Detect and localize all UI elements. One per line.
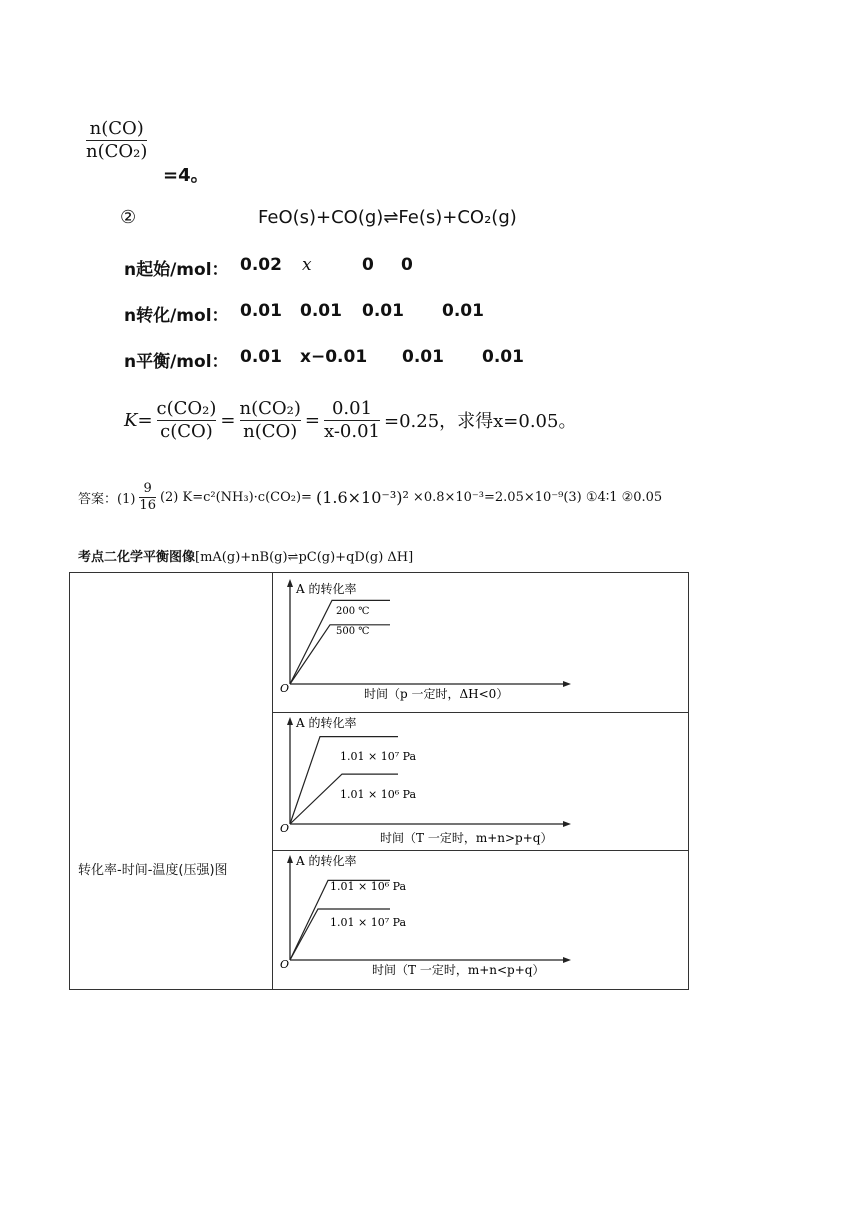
row-equil-v4: 0.01 bbox=[482, 347, 524, 367]
table-row-divider-2 bbox=[272, 850, 688, 851]
chart-2-series-label-2: 1.01 × 10⁶ Pa bbox=[340, 788, 417, 801]
chart-1-series-label-1: 200 ℃ bbox=[336, 606, 370, 617]
chart-2-caption: 时间（T 一定时，m+n>p+q） bbox=[380, 831, 553, 845]
k-fraction-1 bbox=[157, 398, 217, 442]
row-start-v4: 0 bbox=[401, 255, 413, 275]
row-equil-v1: 0.01 bbox=[240, 347, 282, 367]
ratio-expression bbox=[86, 118, 147, 162]
row-change-v1: 0.01 bbox=[240, 301, 282, 321]
circle-two: ② bbox=[120, 207, 137, 228]
section-title: 考点二化学平衡图像 bbox=[78, 550, 196, 565]
chart-2-x-arrow bbox=[563, 821, 571, 827]
k-f2-denominator: n(CO) bbox=[243, 420, 298, 442]
row-start-v2: x bbox=[302, 255, 312, 275]
k-tail: =0.25，求得x=0.05。 bbox=[383, 411, 577, 433]
k-f3-numerator: 0.01 bbox=[331, 398, 373, 419]
chart-3-caption: 时间（T 一定时，m+n<p+q） bbox=[372, 963, 545, 977]
chart-3-series-label-1: 1.01 × 10⁶ Pa bbox=[330, 880, 407, 893]
row-change-label: n转化/mol： bbox=[124, 306, 229, 326]
row-change-v4: 0.01 bbox=[442, 301, 484, 321]
k-f1-denominator: c(CO) bbox=[160, 420, 213, 442]
row-start-label: n起始/mol： bbox=[124, 260, 229, 280]
k-expression bbox=[124, 398, 576, 442]
answer-frac-num: 9 bbox=[143, 481, 152, 496]
row-start-v3: 0 bbox=[362, 255, 374, 275]
chart-2-series-label-1: 1.01 × 10⁷ Pa bbox=[340, 750, 417, 763]
table-left-label: 转化率-时间-温度(压强)图 bbox=[78, 863, 228, 878]
chart-1-origin: O bbox=[280, 682, 290, 695]
reaction-equation: FeO(s)+CO(g)⇌Fe(s)+CO₂(g) bbox=[258, 207, 517, 228]
section-reaction: [mA(g)+nB(g)⇌pC(g)+qD(g) ΔH] bbox=[195, 550, 414, 565]
k-f2-numerator: n(CO₂) bbox=[239, 398, 301, 419]
chart-3-x-arrow bbox=[563, 957, 571, 963]
table-row-divider-1 bbox=[272, 712, 688, 713]
row-equil-v2: x−0.01 bbox=[300, 347, 368, 367]
answer-fraction bbox=[139, 481, 156, 513]
row-change-v3: 0.01 bbox=[362, 301, 404, 321]
answer-line bbox=[78, 481, 662, 513]
row-equil-label: n平衡/mol： bbox=[124, 352, 229, 372]
k-eq-2: = bbox=[304, 409, 320, 431]
answer-part2b: ×0.8×10⁻³=2.05×10⁻⁹(3) ①4∶1 ②0.05 bbox=[412, 489, 663, 505]
ratio-fraction bbox=[86, 118, 147, 162]
chart-2-ylabel: A 的转化率 bbox=[296, 716, 357, 730]
chart-2-origin: O bbox=[280, 822, 290, 835]
row-equil-v3: 0.01 bbox=[402, 347, 444, 367]
chart-1-x-arrow bbox=[563, 681, 571, 687]
k-fraction-2 bbox=[240, 398, 301, 442]
answer-prefix: 答案：(1) bbox=[78, 491, 136, 507]
chart-1-ylabel: A 的转化率 bbox=[296, 582, 357, 596]
answer-power: (1.6×10⁻³)² bbox=[315, 487, 409, 507]
chart-3-origin: O bbox=[280, 958, 290, 971]
chart-1-caption: 时间（p 一定时，ΔH<0） bbox=[364, 687, 509, 701]
chart-3-series-label-2: 1.01 × 10⁷ Pa bbox=[330, 916, 407, 929]
table-column-divider bbox=[272, 572, 273, 989]
ratio-result: =4。 bbox=[163, 165, 209, 186]
k-f1-numerator: c(CO₂) bbox=[156, 398, 217, 419]
ratio-denominator: n(CO₂) bbox=[86, 140, 148, 162]
chart-1-y-arrow bbox=[287, 579, 293, 587]
k-eq-1: = bbox=[220, 409, 236, 431]
chart-1-series-label-2: 500 ℃ bbox=[336, 626, 370, 637]
row-change-v2: 0.01 bbox=[300, 301, 342, 321]
chart-3-ylabel: A 的转化率 bbox=[296, 854, 357, 868]
chart-1 bbox=[278, 576, 678, 708]
answer-frac-den: 16 bbox=[139, 497, 156, 513]
section-heading bbox=[78, 546, 413, 565]
chart-3-y-arrow bbox=[287, 855, 293, 863]
k-f3-denominator: x-0.01 bbox=[323, 420, 380, 442]
k-fraction-3 bbox=[324, 398, 380, 442]
answer-part2: (2) K=c²(NH₃)·c(CO₂)= bbox=[159, 489, 312, 505]
k-prefix: K= bbox=[124, 409, 153, 431]
chart-2-y-arrow bbox=[287, 717, 293, 725]
row-start-v1: 0.02 bbox=[240, 255, 282, 275]
chart-2 bbox=[278, 714, 678, 848]
chart-3 bbox=[278, 852, 678, 986]
ratio-numerator: n(CO) bbox=[89, 118, 144, 139]
